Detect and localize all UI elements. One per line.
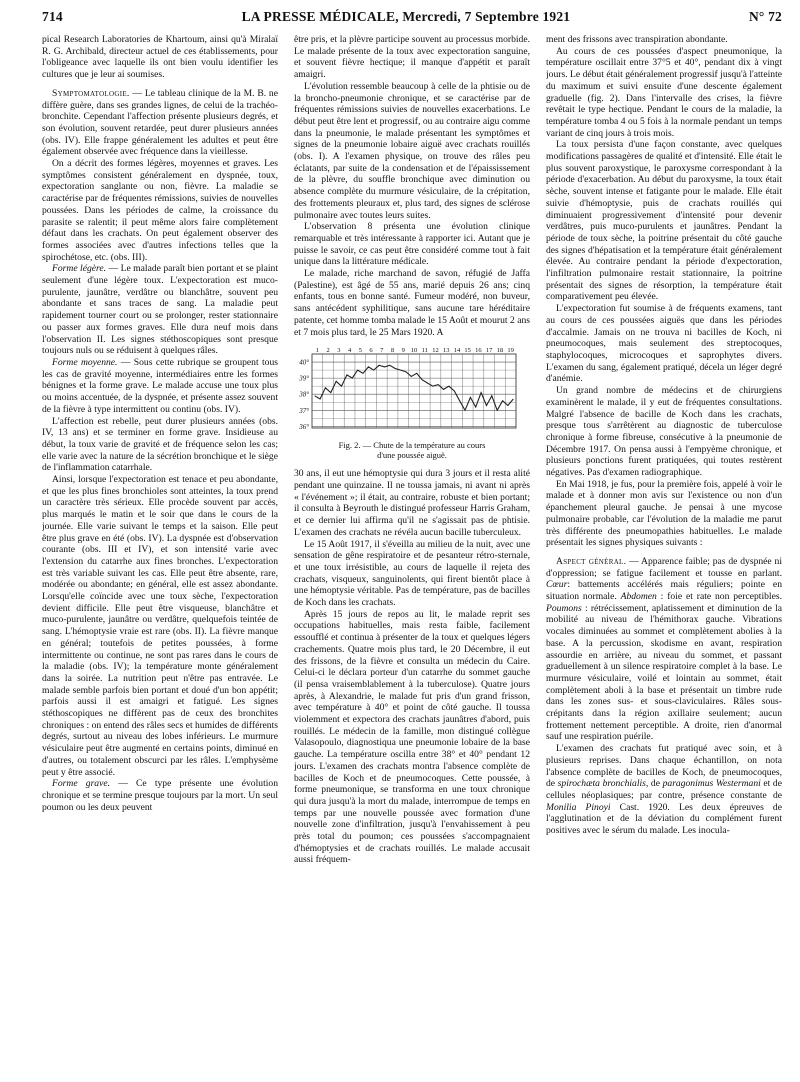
paragraph: Au cours de ces poussées d'aspect pneumonique, la température oscillait entre 37°5 et 40°, pendant dix à vingt jours. Le début était généralement progressif jusqu'à l'atteinte du maximum et suivi ensuite d'une descente également graduelle (fig. 2). Dans l'intervalle des crises, la fièvre revêtait le type hectique. Pendant le cours de la maladie, la température tomba 4 ou 5 fois à la normale pendant un temps variant de cinq jours à trois mois. (546, 45, 782, 139)
figure-caption-line: Fig. 2. — Chute de la température au cours (338, 440, 486, 451)
page-number: 714 (42, 9, 63, 24)
paragraph-text: : battements accélérés mais réguliers; pointe en situation normale. (546, 579, 782, 603)
journal-title: LA PRESSE MÉDICALE, Mercredi, 7 Septembre 1921 (241, 9, 571, 24)
species-name: spirochæta bronchialis (557, 778, 646, 790)
temperature-chart-svg (294, 344, 530, 436)
x-tick-label: 7 (380, 347, 384, 355)
paragraph: La toux persista d'une façon constante, avec quelques modifications passagères de qualité et d'intensité. Elle était le plus souvent paroxystique, le paroxysme correspondant à la période d'exacerbation. Au début du paroxysme, la toux était sèche, souvent intense et fatigante pour le malade. Elle était suivie d'hémoptysie, puis de crachats rouillés qui diminuaient progressivement d'intensité pour devenir verdâtres, puis muco-purulents et jaunâtres. Pendant la période de toux sèche, la poitrine présentait du côté gauche des signes d'hépatisation et la température était généralement élevée. Au contraire pendant la période d'expectoration, l'infiltration pulmonaire restait stationnaire, la poitrine présentait des signes de résorption, la température était comparativement peu élevée. (546, 139, 782, 303)
paragraph: Le malade, riche marchand de savon, réfugié de Jaffa (Palestine), est âgé de 55 ans, marié depuis 26 ans; cinq enfants, tous en bonne santé. Fumeur modéré, non buveur, sans antécédent syphilitique, sans aucune tare héréditaire patente, cet homme tomba malade le 15 Août et mourut 2 ans et 7 mois plus tard, le 25 Mars 1920. A (294, 268, 530, 338)
article-body (42, 34, 782, 1074)
x-tick-label: 11 (421, 347, 428, 355)
paragraph (546, 743, 782, 837)
x-tick-label: 3 (337, 347, 341, 355)
subsection-heading: Forme légère. (52, 263, 107, 275)
paragraph: On a décrit des formes légères, moyennes et graves. Les symptômes consistent généralement en dyspnée, toux, expectoration sanglante ou non, fièvre. La maladie se caractérise par de fréquentes rémissions, suivies de nouvelles poussées. Dans les périodes de calme, la croissance du parasite se ralentit; il peut même alors faire complètement défaut dans les crachats. On peut également observer des formes associées avec d'autres infections telles que la spirochétose, etc. (obs. III). (42, 158, 278, 263)
paragraph: Un grand nombre de médecins et de chirurgiens examinèrent le malade, il y eut de fréquentes consultations. Malgré l'absence de bacille de Koch dans les crachats, presque tous s'arrêtèrent au diagnostic de tuberculose chronique à forme fibreuse, consécutive à la pneumonie de Décembre 1917. On pensa aussi à l'empyème chronique, et plusieurs ponctions furent pratiquées, qui toutes restèrent négatives. Pas d'examen radiographique. (546, 385, 782, 479)
x-tick-label: 19 (507, 347, 514, 355)
paragraph-text: et de cellules néoplasiques; par contre, présence constante de (546, 778, 782, 801)
x-tick-label: 8 (390, 347, 395, 355)
paragraph: 30 ans, il eut une hémoptysie qui dura 3 jours et il resta alité pendant une quinzaine. Il ne toussa jamais, ni avant ni après « l'événement »; il était, au contraire, robuste et bien portant; il consulta à Beyrouth le distingué professeur Harris Graham, et ce dernier lui affirma qu'il ne s'agissait pas de phtisie. L'examen des crachats ne révéla aucun bacille tuberculeux. (294, 468, 530, 538)
subsection-heading: Forme moyenne. (52, 356, 118, 368)
paragraph (42, 778, 278, 813)
species-name: paragonimus Westermani (662, 778, 761, 790)
y-tick-label: 40° (299, 358, 309, 367)
paragraph (42, 357, 278, 416)
column-1 (42, 34, 278, 1074)
subsection-heading: Forme grave. (52, 778, 111, 790)
x-tick-label: 2 (326, 347, 330, 355)
issue-number: N° 72 (748, 9, 782, 24)
x-tick-label: 14 (453, 347, 461, 355)
y-tick-label: 38° (299, 390, 309, 399)
x-tick-label: 13 (442, 347, 450, 355)
paragraph-text: Cast. 1920. Les deux épreuves de l'agglutination et de la déviation du complément furent positives avec le sérum du malade. Les inocula- (546, 801, 782, 837)
paragraph-text: — Apparence faible; pas de dyspnée ni d'oppression; se fatigue facilement et tousse en parlant. (546, 555, 782, 579)
paragraph: L'évolution ressemble beaucoup à celle de la phtisie ou de la broncho-pneumonie chronique, et se caractérise par de fréquentes rémissions suivies de nouvelles exacerbations. Le début peut être lent et progressif, ou au contraire aigu comme dans la pneumonie, le malade présentant les symptômes et signes de la pneumonie lobaire aiguë avec crachats rouillés (obs. I). A l'examen physique, on trouve des râles peu éclatants, par suite de la condensation et de l'épaississement de la plèvre, du souffle bronchique avec diminution ou absence complète du murmure vésiculaire, de la crépitation, des frottements pleuraux et, plus tard, des signes de sclérose pulmonaire avec toutes leurs suites. (294, 80, 530, 221)
paragraph: ment des frissons avec transpiration abondante. (546, 34, 728, 45)
x-tick-label: 1 (315, 347, 319, 355)
column-3 (546, 34, 782, 1074)
y-tick-label: 39° (299, 374, 309, 383)
paragraph-text: : rétrécissement, aplatissement et diminution de la mobilité au niveau de l'hémithorax gauche. Vibrations vocales diminuées au sommet et complètement abolies à la base. A la percussion, skodisme en avant, respiration assourdie en arrière, au niveau du sommet, et passant graduellement à un silence respiratoire complet à la base. Le murmure vésiculaire, voilé et lointain au sommet, était complètement aboli à la base et présentait un timbre rude dans les zones sus- et sous-claviculaires. Râles sous-crépitants dans la région axillaire seulement; aucun frottement nettement perceptible. A droite, rien d'anormal sauf une respiration puérile. (546, 602, 782, 743)
paragraph-text: — Sous cette rubrique se groupent tous les cas de gravité moyenne, intermédiaires entre les formes bénignes et la forme grave. Le malade accuse une toux plus ou moins accentuée, de la dyspnée, et présente assez souvent de la fièvre à type intermittent ou continu (obs. IV). (42, 356, 278, 415)
paragraph: être pris, et la plèvre participe souvent au processus morbide. Le malade présente de la toux avec expectoration sanguine, et souvent fièvre hectique; il manque d'appétit et paraît amaigri. (294, 34, 530, 81)
temperature-chart (294, 344, 530, 436)
inline-heading: Cœur (546, 579, 568, 591)
y-tick-label: 37° (299, 407, 309, 416)
paragraph: En Mai 1918, je fus, pour la première fois, appelé à voir le malade et à donner mon avis sur l'existence ou non d'un épanchement pleural gauche. Je pensai à une mycose pulmonaire probable, car l'évolution de la maladie me parut très différente des pneumopathies habituelles. Le malade présentait les signes physiques suivants : (546, 478, 782, 549)
species-name: Monilia Pinoyi (546, 801, 611, 813)
paragraph: L'observation 8 présenta une évolution clinique remarquable et très intéressante à rapporter ici. Autant que je puisse le savoir, ce cas peut être considéré comme tout à fait unique dans la littérature médicale. (294, 221, 530, 268)
column-2 (294, 34, 530, 1074)
x-tick-label: 6 (369, 347, 373, 355)
paragraph (42, 263, 278, 357)
inline-heading: Poumons (546, 602, 582, 614)
page-header (42, 0, 782, 34)
paragraph (42, 88, 278, 158)
y-tick-label: 36° (299, 423, 309, 432)
paragraph: Ainsi, lorsque l'expectoration est tenace et peu abondante, et que les plus fines bronchioles sont atteintes, la toux prend un caractère très sérieux. Elle procède souvent par accès, plus marqués le matin et le soir que dans le cours de la journée. Elle varie suivant le temps et la saison. Elle peut être plus grave en été (obs. IV). La dyspnée est d'observation courante (obs. III et IV), et son intensité varie avec l'extension du catarrhe aux fines bronches. L'expectoration est très variable suivant les cas. Elle peut être absente, rare, modérée ou abondante; en général, elle est assez abondante. Lorsqu'elle coïncide avec une toux sèche, l'expectoration devient difficile. Elle peut être visqueuse, blanchâtre et muco-purulente, jaunâtre ou verdâtre, quelquefois teintée de sang. L'hémoptysie vraie est rare (obs. II). La fièvre manque en général; toutefois de petites poussées, à forme intermittente ou continue, ne sont pas rares dans le cours de la maladie (obs. IV); la température monte généralement dans la soirée. La nutrition peut n'être pas entravée. Le malade semble parfois bien portant et doué d'un bon appétit; parfois aussi il est amaigri et fatigué. Les signes stéthoscopiques ne diffèrent pas de ceux des bronchites chroniques : on entend des râles secs et humides de différents degrés, surtout au niveau des lobes inférieurs. Le murmure vésiculaire peut être augmenté en certains points, diminué en d'autres, ou totalement obscurci par les râles. L'emphysème peut y être associé. (42, 474, 278, 778)
paragraph (546, 556, 782, 743)
x-tick-label: 9 (401, 347, 405, 355)
x-tick-label: 10 (410, 347, 418, 355)
paragraph: Après 15 jours de repos au lit, le malade reprit ses occupations habituelles, mais resta faible, facilement essoufflé et continua à présenter de la toux et quelques légers crachements. Quatre mois plus tard, le 20 Décembre, il eut des frissons, de la fièvre et consulta un médecin du Caire. Celui-ci le déclara porteur d'un catarrhe du sommet gauche (il pensa vraisemblablement à la tuberculose). Quatre jours après, à Alexandrie, le malade fut pris d'un grand frisson, avec température à 40° et point de côté gauche. Il toussa violemment et expectora des crachats jaunâtres d'abord, puis rouillés. Le médecin de la famille, mon distingué collègue Valasopoulo, diagnostiqua une pneumonie lobaire de la base gauche. La température oscilla entre 38° et 40° pendant 12 jours. L'examen des crachats montra l'absence complète de bacilles de Koch et de pneumocoques. Cette poussée, à forme pneumonique, se transforma en une toux chronique qui dura jusqu'à la mort du malade, interrompue de temps en temps par une nouvelle poussée avec formation d'une nouvelle zone d'infiltration, jusqu'à l'envahissement à peu près total du poumon; ces poussées s'accompagnaient d'hémoptysies et de crachats rouillés. Le malade accusait aussi fréquem- (294, 608, 530, 866)
x-tick-label: 17 (485, 347, 493, 355)
paragraph: L'affection est rebelle, peut durer plusieurs années (obs. IV, 13 ans) et se terminer en forme grave. Insidieuse au début, la toux varie de gravité et de fréquence selon les cas; elle varie avec la nature de la sécrétion bronchique et le siège de l'inflammation catarrhale. (42, 415, 278, 474)
paragraph: pical Research Laboratories de Khartoum, ainsi qu'à Miralaï R. G. Archibald, directeur actuel de ces établissements, pour l'obligeance avec laquelle ils ont bien voulu identifier les cultures que je leur ai soumises. (42, 34, 278, 81)
temperature-series-line (315, 366, 514, 411)
paragraph-text: — Le tableau clinique de la M. B. ne diffère guère, dans ses grandes lignes, de celui de la trachéo-bronchite. Cependant l'affection présente plusieurs degrés, et son évolution, souvent retardée, peut durer plusieurs années (obs. IV). Elle frappe généralement les adultes et peut être également observée avec fréquence dans la vieillesse. (42, 87, 278, 158)
inline-heading: Abdomen (620, 591, 657, 603)
figure-caption (294, 440, 530, 460)
figure-caption-line: d'une poussée aiguë. (377, 450, 447, 461)
paragraph: L'expectoration fut soumise à de fréquents examens, tant au cours de ces poussées aiguës que dans les périodes d'accalmie. Jamais on ne trouva ni bacilles de Koch, ni pneumocoques, mais seulement des streptocoques, staphylocoques, microcoques et saprophytes divers. L'examen du sang, également pratiqué, décela un léger degré d'anémie. (546, 303, 782, 385)
x-tick-label: 4 (347, 347, 352, 355)
x-tick-label: 16 (475, 347, 482, 355)
chart-frame (312, 354, 516, 428)
paragraph-text: — Le malade paraît bien portant et se plaint seulement d'une légère toux. L'expectoration est muco-purulente, jaunâtre, verdâtre ou blanchâtre, souvent peu abondante et sans traces de sang. La maladie peut rapidement tourner court ou se prolonger, rester stationnaire ou passer aux formes graves. Elle dura neuf mois dans l'observation II. Les signes stéthoscopiques sont presque toujours nuls ou se réduisent à quelques râles. (42, 263, 278, 357)
paragraph-text: — Ce type présente une évolution chronique et se termine presque toujours par la mort. Un seul poumon ou les deux peuvent (42, 778, 278, 813)
x-tick-label: 12 (432, 347, 439, 355)
paragraph-text: , de (645, 778, 663, 790)
x-tick-label: 18 (496, 347, 504, 355)
section-heading: Symptomatologie. (52, 87, 130, 99)
paragraph-text: L'examen des crachats fut pratiqué avec soin, et à plusieurs reprises. Dans chaque échantillon, on nota l'absence complète de bacilles de Koch, de pneumocoques, de (546, 743, 782, 790)
section-heading: Aspect général. (556, 555, 627, 567)
x-tick-label: 5 (358, 347, 362, 355)
paragraph: Le 15 Août 1917, il s'éveilla au milieu de la nuit, avec une sensation de gêne respiratoire et de pesanteur rétro-sternale, et une toux irrésistible, au cours de laquelle il rejeta des crachats, visqueux, sanguinolents, qui firent bientôt place à une hémoptysie véritable. Pas de température, pas de bacilles de Koch dans les crachats. (294, 538, 530, 609)
paragraph-text: : foie et rate non perceptibles. (656, 591, 782, 603)
x-tick-label: 15 (464, 347, 471, 355)
